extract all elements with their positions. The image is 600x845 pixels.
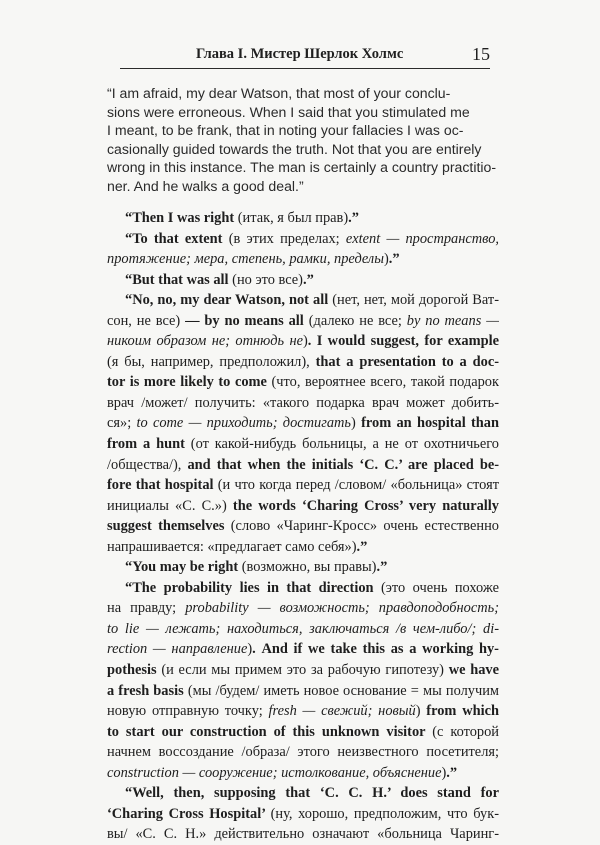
english-phrase: ‘Charing Cross Hospital’: [107, 805, 271, 822]
translation: (нет, нет, мой дорогой Ват-: [332, 292, 499, 309]
translation: (итак, я был прав): [237, 210, 349, 226]
intro-line: “I am afraid, my dear Watson, that most of your conclu-: [107, 85, 451, 101]
vocab-note: construction — сооружение; истолкование, объяснение: [107, 764, 442, 781]
running-header: [120, 40, 490, 70]
english-phrase: the words ‘Charing Cross’ very naturally: [232, 497, 499, 514]
translation: ): [247, 641, 253, 658]
translation: новую отправную точку;: [107, 703, 269, 720]
english-phrase: fore that hospital: [107, 477, 218, 494]
original-text-paragraph: [107, 84, 497, 196]
text-line: [107, 537, 499, 558]
english-phrase: that a presentation to a doc-: [315, 353, 499, 370]
translation: (далеко не все;: [308, 312, 407, 329]
text-line: [107, 701, 499, 722]
translation: (с которой: [432, 723, 499, 740]
english-phrase: . And if we take this as a working hy-: [252, 641, 499, 658]
text-line: [107, 270, 499, 291]
text-line: [107, 352, 499, 373]
text-line: [107, 681, 499, 702]
translation: сон, не все): [107, 312, 186, 329]
english-phrase: and that when the initials ‘C. C.’ are placed be-: [187, 456, 499, 473]
intro-line: I meant, to be frank, that in noting your fallacies I was oc-: [107, 122, 464, 139]
text-line: [107, 783, 499, 804]
vocab-note: to come — приходить; достигать: [136, 415, 351, 432]
english-phrase: tor is more likely to come: [107, 374, 272, 391]
english-phrase: .”: [376, 559, 388, 576]
text-line: [107, 722, 499, 743]
text-line: [107, 619, 499, 640]
text-line: [107, 413, 499, 434]
text-line: [107, 578, 499, 599]
vocab-note: to lie — лежать; находиться, заключаться /в чем-либо/; di-: [107, 620, 499, 637]
text-line: [107, 455, 499, 476]
english-phrase: “No, no, my dear Watson, not all: [125, 292, 333, 309]
translation: ): [383, 251, 389, 268]
english-phrase: .”: [302, 271, 314, 288]
text-line: [107, 208, 499, 229]
text-line: [107, 249, 499, 270]
text-line: [107, 372, 499, 393]
vocab-note: extent — пространство,: [345, 230, 499, 247]
english-phrase: “But that was all: [125, 271, 233, 288]
vocab-note: протяжение; мера, степень, рамки, пределы: [107, 251, 384, 268]
english-phrase: “You may be right: [125, 559, 242, 576]
header-rule: [120, 68, 490, 69]
text-line: [107, 824, 499, 845]
english-phrase: from a hunt: [107, 436, 191, 453]
text-line: [107, 290, 499, 311]
translation: вы/ «С. С. Н.» действительно означают «больница Чаринг-: [107, 826, 499, 843]
english-phrase: .”: [356, 538, 368, 555]
translation: ): [302, 333, 308, 350]
translation: ): [441, 764, 447, 781]
chapter-title: Глава I. Мистер Шерлок Холмс: [196, 46, 404, 62]
translation: (и что когда перед /словом/ «больница» стоят: [217, 477, 499, 494]
intro-line: ner. And he walks a good deal.”: [107, 177, 304, 194]
text-line: [107, 516, 499, 537]
english-phrase: — by no means all: [185, 312, 309, 329]
english-phrase: a fresh basis: [107, 682, 188, 699]
translation: (я бы, например, предположил),: [107, 353, 316, 370]
translation: ся»;: [107, 415, 137, 432]
english-phrase: .”: [348, 210, 359, 226]
english-phrase: from an hospital than: [361, 415, 499, 432]
english-phrase: suggest themselves: [107, 518, 231, 535]
translation: напрашивается: «предлагает само себя»): [107, 538, 357, 555]
text-line: [107, 763, 499, 784]
text-line: [107, 331, 499, 352]
intro-line: wrong in this instance. The man is certainly a country practitio-: [107, 159, 497, 176]
text-line: [107, 660, 499, 681]
vocab-note: rection — направление: [107, 641, 248, 658]
english-phrase: “Then I was right: [125, 210, 238, 226]
translation: (но это все): [232, 271, 303, 288]
text-line: [107, 434, 499, 455]
translation: (в этих пределах;: [228, 230, 346, 247]
translation: /общества/),: [107, 456, 188, 473]
text-line: [107, 804, 499, 825]
translation: ): [415, 703, 427, 720]
vocab-note: никоим образом не; отнюдь не: [107, 333, 303, 350]
text-line: [107, 639, 499, 660]
vocab-note: probability — возможность; правдоподобность;: [185, 600, 499, 617]
vocab-note: fresh — свежий; новый: [268, 703, 416, 720]
text-line: [107, 496, 499, 517]
english-phrase: from which: [426, 703, 499, 720]
text-line: [107, 229, 499, 250]
intro-line: sions were erroneous. When I said that you stimulated me: [107, 103, 470, 120]
english-phrase: . I would suggest, for example: [307, 333, 499, 350]
translation: (и если мы примем это за рабочую гипотезу): [161, 662, 449, 679]
english-phrase: “The probability lies in that direction: [125, 579, 381, 596]
translation: инициалы «С. С.»): [107, 497, 233, 514]
english-phrase: to start our construction of this unknown visitor: [107, 723, 433, 740]
translation: (от какой-нибудь больницы, а не от охотничьего: [190, 436, 499, 453]
english-phrase: pothesis: [107, 662, 162, 679]
intro-line: casionally guided towards the truth. Not that you are entirely: [107, 140, 482, 157]
translation: начнем воссоздание /образа/ этого неизвестного посетителя;: [107, 744, 499, 761]
translation: (слово «Чаринг-Кросс» очень естественно: [230, 518, 499, 535]
english-phrase: “Well, then, supposing that ‘C. C. H.’ does stand for: [125, 785, 499, 802]
english-phrase: .”: [388, 251, 400, 268]
text-line: [107, 557, 499, 578]
page-number: 15: [472, 44, 490, 64]
translation: (возможно, вы правы): [241, 559, 377, 576]
english-phrase: we have: [448, 662, 499, 679]
translation: (ну, хорошо, предположим, что бук-: [270, 805, 499, 822]
translation: врач /может/ получить: «такого подарка врач может добить-: [107, 394, 499, 411]
english-phrase: “To that extent: [125, 230, 229, 247]
text-line: [107, 393, 499, 414]
english-phrase: .”: [446, 764, 458, 781]
text-line: [107, 742, 499, 763]
text-line: [107, 475, 499, 496]
translation: на правду;: [107, 600, 186, 617]
translation: (это очень похоже: [380, 579, 499, 596]
translation: (мы /будем/ иметь новое основание = мы получим: [187, 682, 499, 699]
annotated-text: [107, 208, 499, 845]
text-line: [107, 311, 499, 332]
translation: (что, вероятнее всего, такой подарок: [271, 374, 499, 391]
text-line: [107, 598, 499, 619]
translation: ): [351, 415, 362, 432]
vocab-note: by no means —: [406, 312, 499, 329]
